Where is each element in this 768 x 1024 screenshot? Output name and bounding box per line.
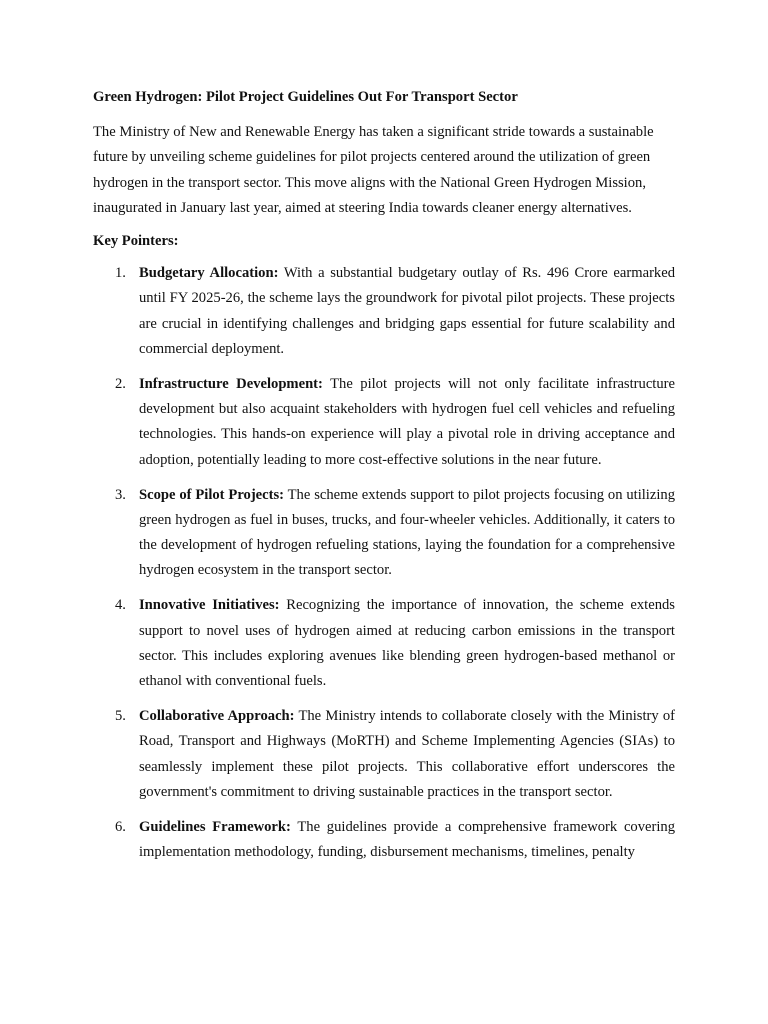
document-title: Green Hydrogen: Pilot Project Guidelines Out For Transport Sector	[93, 89, 518, 105]
list-item-number: 4.	[115, 597, 126, 614]
key-pointers-list	[93, 261, 675, 865]
list-item	[93, 261, 675, 362]
list-item-text: The guidelines provide a comprehensive framework covering implementation methodology, funding, disbursement mechanisms, timelines, penalty	[139, 818, 676, 860]
list-item-text: The scheme extends support to pilot projects focusing on utilizing green hydrogen as fuel in buses, trucks, and four-wheeler vehicles. Additionally, it caters to the development of hydrogen refueling stations, laying the foundation for a comprehensive hydrogen ecosystem in the transport sector.	[139, 486, 675, 579]
list-item-number: 1.	[115, 265, 126, 282]
list-item	[93, 593, 675, 694]
list-item	[93, 372, 675, 473]
list-item-heading: Budgetary Allocation:	[139, 265, 279, 282]
list-item-heading: Scope of Pilot Projects:	[139, 486, 285, 503]
list-item-number: 5.	[115, 707, 126, 724]
list-item-text: Recognizing the importance of innovation, the scheme extends support to novel uses of hydrogen aimed at reducing carbon emissions in the transport sector. This includes exploring avenues like blending green hydrogen-based methanol or ethanol with conventional fuels.	[139, 597, 675, 690]
list-item	[93, 815, 675, 866]
list-item-heading: Innovative Initiatives:	[139, 597, 280, 614]
list-item-heading: Collaborative Approach:	[139, 707, 295, 724]
list-item-heading: Guidelines Framework:	[139, 818, 291, 835]
document-page	[93, 86, 675, 875]
intro-paragraph: The Ministry of New and Renewable Energy has taken a significant stride towards a sustainable future by unveiling scheme guidelines for pilot projects centered around the utilization of green hydrogen in the transport sector. This move aligns with the National Green Hydrogen Mission, inaugurated in January last year, aimed at steering India towards cleaner energy alternatives.	[93, 124, 654, 216]
key-pointers-heading: Key Pointers:	[93, 233, 179, 250]
list-item	[93, 704, 675, 805]
list-item-text: The Ministry intends to collaborate closely with the Ministry of Road, Transport and Highways (MoRTH) and Scheme Implementing Agencies (SIAs) to seamlessly implement these pilot projects. This collaborative effort underscores the government's commitment to driving sustainable practices in the transport sector.	[139, 707, 675, 800]
list-item-text: With a substantial budgetary outlay of Rs. 496 Crore earmarked until FY 2025-26, the scheme lays the groundwork for pivotal pilot projects. These projects are crucial in identifying challenges and bridging gaps essential for future scalability and commercial deployment.	[139, 265, 675, 358]
list-item-number: 6.	[115, 818, 126, 835]
list-item-number: 2.	[115, 375, 126, 392]
list-item-number: 3.	[115, 486, 126, 503]
list-item-heading: Infrastructure Development:	[139, 375, 323, 392]
list-item-text: The pilot projects will not only facilitate infrastructure development but also acquaint stakeholders with hydrogen fuel cell vehicles and refueling technologies. This hands-on experience will play a pivotal role in driving acceptance and adoption, potentially leading to more cost-effective solutions in the near future.	[139, 375, 675, 468]
list-item	[93, 483, 675, 584]
